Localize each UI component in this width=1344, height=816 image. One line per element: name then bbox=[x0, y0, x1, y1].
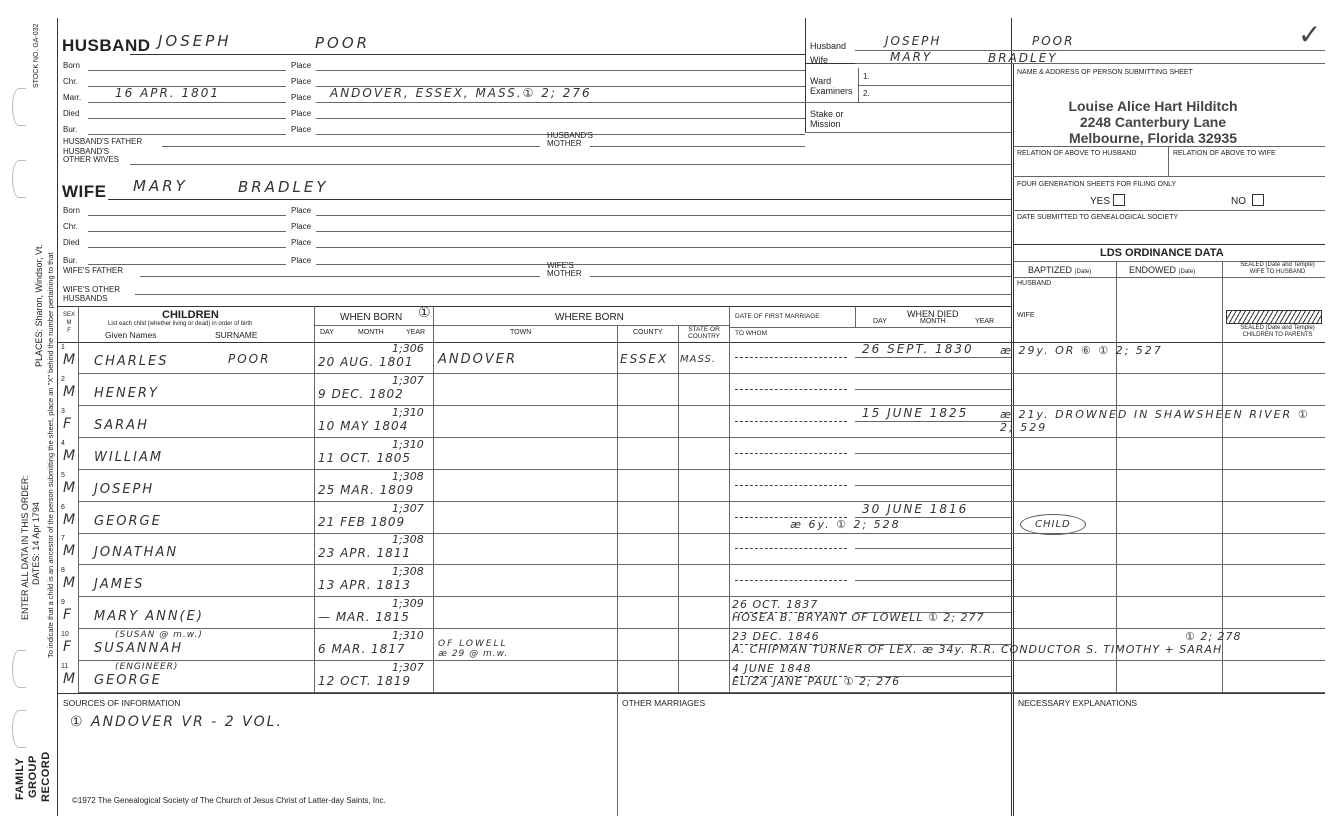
side-instruction: To indicate that a child is an ancestor of the person submitting the sheet, place an "X" behind the number pertaining to that bbox=[46, 252, 55, 658]
child-given: JONATHAN bbox=[94, 545, 179, 560]
county-label: COUNTY bbox=[633, 329, 663, 336]
child-ordinance-note: CHILD bbox=[1020, 514, 1086, 535]
died-month-label: MONTH bbox=[920, 318, 946, 325]
where-born-label: WHERE BORN bbox=[555, 312, 624, 323]
child-died: 15 JUNE 1825 bbox=[862, 406, 969, 420]
husband-born-label: Born bbox=[63, 61, 80, 70]
punch-hole bbox=[12, 88, 26, 126]
wife-heading: WIFE bbox=[62, 182, 107, 201]
side-record: RECORD bbox=[40, 751, 52, 802]
state-label: STATE OR COUNTRY bbox=[688, 326, 721, 340]
child-born: 11 OCT. 1805 bbox=[318, 451, 411, 465]
child-number: 1 bbox=[61, 344, 65, 351]
wife-died-label: Died bbox=[63, 238, 80, 247]
child-born: 6 MAR. 1817 bbox=[318, 642, 406, 656]
child-town: ANDOVER bbox=[438, 352, 517, 367]
wife-other-label: WIFE'S OTHER HUSBANDS bbox=[63, 285, 121, 303]
surname-label: SURNAME bbox=[215, 330, 258, 340]
day-label: DAY bbox=[320, 329, 334, 336]
relation-husband: RELATION OF ABOVE TO HUSBAND bbox=[1017, 150, 1137, 157]
punch-hole bbox=[12, 160, 26, 198]
when-born-label: WHEN BORN bbox=[340, 312, 403, 323]
sex-label: SEX M F bbox=[62, 312, 75, 334]
relation-wife: RELATION OF ABOVE TO WIFE bbox=[1173, 150, 1276, 157]
husband-given: JOSEPH bbox=[158, 32, 232, 50]
wife-given: MARY bbox=[133, 177, 188, 195]
husband-marr-place: ANDOVER, ESSEX, MASS.① 2; 276 bbox=[330, 86, 592, 100]
child-surname: POOR bbox=[228, 352, 271, 366]
side-places: PLACES: Sharon, Windsor, Vt. bbox=[34, 243, 44, 367]
child-died: 30 JUNE 1816 bbox=[862, 502, 969, 516]
child-born: 25 MAR. 1809 bbox=[318, 483, 415, 497]
no-label: NO bbox=[1231, 196, 1246, 207]
child-sex: M bbox=[63, 352, 78, 368]
child-birth-ref: 1;308 bbox=[392, 565, 424, 578]
child-marriage-date: 4 JUNE 1848 bbox=[732, 662, 812, 675]
submitter-name: Louise Alice Hart Hilditch bbox=[1068, 98, 1238, 114]
child-born: 13 APR. 1813 bbox=[318, 578, 412, 592]
husband-marr-date: 16 APR. 1801 bbox=[115, 86, 221, 100]
rh-wife-surname: BRADLEY bbox=[988, 51, 1058, 65]
child-birth-ref: 1;307 bbox=[392, 374, 424, 387]
stock-number: STOCK NO. GA-032 bbox=[33, 23, 40, 88]
child-given: GEORGE bbox=[94, 673, 162, 688]
child-given: WILLIAM bbox=[94, 450, 164, 465]
examiner-2: 2. bbox=[863, 89, 870, 98]
child-born: — MAR. 1815 bbox=[318, 610, 410, 624]
child-number: 7 bbox=[61, 535, 65, 542]
husband-father-label: HUSBAND'S FATHER bbox=[63, 137, 143, 146]
children-instruction: List each child (whether living or dead) in order of birth bbox=[108, 321, 253, 327]
place-label: Place bbox=[291, 77, 312, 86]
husband-bur-label: Bur. bbox=[63, 125, 78, 134]
given-names-label: Given Names bbox=[105, 330, 157, 340]
submitter-city: Melbourne, Florida 32935 bbox=[1068, 130, 1238, 146]
husband-other-wives-label: HUSBAND'S OTHER WIVES bbox=[63, 147, 120, 164]
place-label: Place bbox=[291, 206, 312, 215]
side-family: FAMILY bbox=[14, 757, 26, 800]
check-mark: ✓ bbox=[1298, 19, 1322, 50]
child-given: GEORGE bbox=[94, 514, 162, 529]
child-birth-ref: 1;306 bbox=[392, 342, 424, 355]
when-died-label: WHEN DIED bbox=[907, 309, 959, 319]
husband-heading: HUSBAND bbox=[62, 36, 151, 55]
child-number: 3 bbox=[61, 408, 65, 415]
child-given: HENERY bbox=[94, 386, 159, 401]
child-sex: F bbox=[63, 607, 74, 623]
child-birth-ref: 1;309 bbox=[392, 597, 424, 610]
child-birth-ref: 1;310 bbox=[392, 629, 424, 642]
child-sex: M bbox=[63, 512, 78, 528]
lds-title: LDS ORDINANCE DATA bbox=[1100, 247, 1224, 259]
side-enter: ENTER ALL DATA IN THIS ORDER: bbox=[20, 475, 30, 620]
child-sex: M bbox=[63, 448, 78, 464]
yes-checkbox[interactable] bbox=[1113, 194, 1125, 206]
place-label: Place bbox=[291, 93, 312, 102]
child-given: JAMES bbox=[94, 577, 145, 592]
child-county: ESSEX bbox=[620, 352, 669, 366]
place-label: Place bbox=[291, 109, 312, 118]
wife-surname: BRADLEY bbox=[238, 178, 329, 196]
date-submitted-label: DATE SUBMITTED TO GENEALOGICAL SOCIETY bbox=[1017, 214, 1179, 221]
yes-label: YES bbox=[1090, 196, 1111, 207]
child-number: 4 bbox=[61, 440, 65, 447]
sealed-wife-label: SEALED (Date and Temple) WIFE TO HUSBAND bbox=[1240, 262, 1315, 275]
sources-value: ① ANDOVER VR - 2 VOL. bbox=[70, 714, 283, 730]
side-group: GROUP bbox=[27, 755, 39, 798]
child-birth-ref: 1;310 bbox=[392, 406, 424, 419]
child-sex: M bbox=[63, 671, 78, 687]
hatched-box bbox=[1226, 310, 1322, 324]
child-birth-ref: 1;310 bbox=[392, 438, 424, 451]
child-born: 20 AUG. 1801 bbox=[318, 355, 414, 369]
child-born: 10 MAY 1804 bbox=[318, 419, 409, 433]
child-note: (SUSAN @ m.w.) bbox=[115, 630, 203, 640]
child-given: MARY ANN(E) bbox=[94, 609, 204, 624]
rh-husband-value: JOSEPH bbox=[885, 34, 942, 48]
wife-bur-label: Bur. bbox=[63, 256, 78, 265]
husband-died-label: Died bbox=[63, 109, 80, 118]
child-town-note: æ 29 @ m.w. bbox=[438, 649, 509, 659]
rh-husband-surname: POOR bbox=[1032, 34, 1075, 48]
to-whom-label: TO WHOM bbox=[735, 330, 768, 337]
child-marriage-date: 26 OCT. 1837 bbox=[732, 598, 819, 611]
town-label: TOWN bbox=[510, 329, 532, 336]
month-label: MONTH bbox=[358, 329, 384, 336]
other-marriages-label: OTHER MARRIAGES bbox=[622, 698, 706, 708]
child-given: SUSANNAH bbox=[94, 641, 184, 656]
child-born: 12 OCT. 1819 bbox=[318, 674, 411, 688]
year-label: YEAR bbox=[406, 329, 426, 336]
wife-chr-label: Chr. bbox=[63, 222, 78, 231]
sources-label: SOURCES OF INFORMATION bbox=[63, 698, 181, 708]
child-sex: M bbox=[63, 575, 78, 591]
wife-row-label: WIFE bbox=[1017, 312, 1035, 319]
side-dates: DATES: 14 Apr 1794 bbox=[31, 502, 41, 585]
copyright: ©1972 The Genealogical Society of The Church of Jesus Christ of Latter-day Saints, Inc. bbox=[72, 796, 386, 805]
child-number: 11 bbox=[61, 663, 69, 670]
rh-wife-label: Wife bbox=[810, 55, 828, 65]
child-note: (ENGINEER) bbox=[115, 662, 179, 672]
sealed-children-label: SEALED (Date and Temple) CHILDREN TO PARENTS bbox=[1240, 325, 1315, 338]
child-town: OF LOWELL bbox=[438, 639, 508, 649]
child-birth-ref: 1;307 bbox=[392, 502, 424, 515]
baptized-label: BAPTIZED (Date) bbox=[1028, 265, 1092, 275]
submitter-street: 2248 Canterbury Lane bbox=[1079, 114, 1227, 130]
child-spouse: HOSEA B. BRYANT OF LOWELL ① 2; 277 bbox=[732, 611, 985, 624]
four-gen-label: FOUR GENERATION SHEETS FOR FILING ONLY bbox=[1017, 181, 1177, 188]
child-death-note: æ 6y. ① 2; 528 bbox=[790, 518, 901, 531]
child-born: 21 FEB 1809 bbox=[318, 515, 406, 529]
stake-label: Stake or Mission bbox=[810, 109, 844, 129]
wife-father-label: WIFE'S FATHER bbox=[63, 266, 124, 275]
first-marriage-label: DATE OF FIRST MARRIAGE bbox=[735, 313, 820, 320]
husband-surname: POOR bbox=[315, 34, 371, 52]
when-born-mark: ① bbox=[418, 305, 433, 321]
child-sex: M bbox=[63, 384, 78, 400]
no-checkbox[interactable] bbox=[1252, 194, 1264, 206]
child-sex: F bbox=[63, 416, 74, 432]
place-label: Place bbox=[291, 238, 312, 247]
husband-chr-label: Chr. bbox=[63, 77, 78, 86]
punch-hole bbox=[12, 650, 26, 688]
child-sex: M bbox=[63, 480, 78, 496]
child-marriage-date: 23 DEC. 1846 bbox=[732, 630, 820, 643]
explanations-label: NECESSARY EXPLANATIONS bbox=[1018, 698, 1138, 708]
child-birth-ref: 1;307 bbox=[392, 661, 424, 674]
punch-hole bbox=[12, 710, 26, 748]
child-death-note: æ 21y. DROWNED IN SHAWSHEEN RIVER ① 2; 529 bbox=[1000, 408, 1310, 434]
child-death-note: æ 29y. OR ⑥ ① 2; 527 bbox=[1000, 344, 1163, 357]
died-day-label: DAY bbox=[873, 318, 887, 325]
child-died: 26 SEPT. 1830 bbox=[862, 342, 974, 356]
submitter-label: NAME & ADDRESS OF PERSON SUBMITTING SHEET bbox=[1017, 69, 1193, 76]
place-label: Place bbox=[291, 61, 312, 70]
died-year-label: YEAR bbox=[975, 318, 995, 325]
husband-row-label: HUSBAND bbox=[1017, 280, 1052, 287]
child-given: CHARLES bbox=[94, 354, 169, 369]
child-number: 9 bbox=[61, 599, 65, 606]
child-number: 8 bbox=[61, 567, 65, 574]
child-birth-ref: 1;308 bbox=[392, 470, 424, 483]
rh-husband-label: Husband bbox=[810, 41, 847, 51]
child-born: 9 DEC. 1802 bbox=[318, 387, 404, 401]
children-heading: CHILDREN bbox=[162, 309, 219, 321]
examiners-label: Examiners bbox=[810, 86, 853, 96]
child-state: MASS. bbox=[680, 354, 716, 365]
child-number: 6 bbox=[61, 504, 65, 511]
ward-label: Ward bbox=[810, 76, 832, 86]
child-number: 10 bbox=[61, 631, 69, 638]
child-number: 2 bbox=[61, 376, 65, 383]
endowed-label: ENDOWED (Date) bbox=[1129, 265, 1196, 275]
child-birth-ref: 1;308 bbox=[392, 533, 424, 546]
child-spouse: ELIZA JANE PAUL ① 2; 276 bbox=[732, 675, 901, 688]
child-born: 23 APR. 1811 bbox=[318, 546, 412, 560]
child-spouse: A. CHIPMAN TURNER OF LEX. æ 34y. R.R. CONDUCTOR S. TIMOTHY + SARAH bbox=[732, 643, 1223, 656]
place-label: Place bbox=[291, 222, 312, 231]
wife-mother-label: WIFE'S MOTHER bbox=[547, 261, 582, 278]
husband-marr-label: Marr. bbox=[63, 93, 82, 102]
child-marriage-ref: ① 2; 278 bbox=[1185, 630, 1242, 643]
wife-born-label: Born bbox=[63, 206, 80, 215]
child-sex: F bbox=[63, 639, 74, 655]
examiner-1: 1. bbox=[863, 72, 870, 81]
child-number: 5 bbox=[61, 472, 65, 479]
rh-wife-value: MARY bbox=[890, 50, 933, 64]
husband-mother-label: HUSBAND'S MOTHER bbox=[547, 131, 593, 148]
child-given: SARAH bbox=[94, 418, 149, 433]
child-given: JOSEPH bbox=[94, 482, 155, 497]
child-sex: M bbox=[63, 543, 78, 559]
place-label: Place bbox=[291, 125, 312, 134]
place-label: Place bbox=[291, 256, 312, 265]
